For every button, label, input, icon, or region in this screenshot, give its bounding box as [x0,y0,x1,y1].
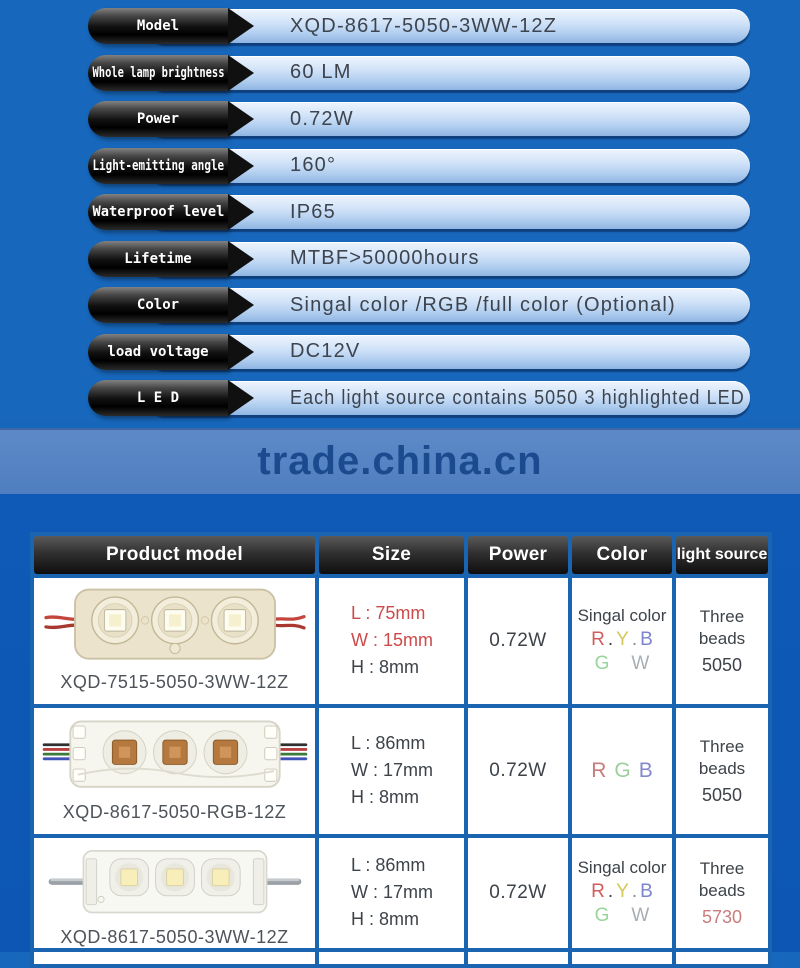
spec-label-arrow [88,55,228,91]
spec-row-power [0,102,800,136]
product-model-caption: XQD-8617-5050-RGB-12Z [62,801,287,822]
spec-label: Color [136,297,180,313]
color-letter: R [591,758,607,782]
spec-label: Light-emitting angle [92,157,224,174]
color-letter: B [640,881,653,902]
color-letter: . [607,629,614,650]
table-header-size: Size [319,536,464,574]
spec-label-arrow [88,380,228,416]
table-header-product-model: Product model [34,536,315,574]
color-letters-line1 [591,881,653,903]
spec-row-waterproof [0,195,800,229]
table-row-2-color [572,708,672,834]
table-row-1-size [319,578,464,704]
product-table [30,532,772,968]
color-letter: Y [616,881,629,902]
color-letter: G [594,653,610,674]
table-row-3-size [319,838,464,948]
spec-label: L E D [136,390,180,406]
color-letter: B [638,758,653,782]
color-letter: R [591,881,605,902]
spec-label-arrow [88,287,228,323]
color-letter: W [631,905,650,926]
spec-label: Lifetime [124,250,192,267]
spec-value: 160° [290,154,337,176]
spec-value: IP65 [290,200,336,223]
spec-value: XQD-8617-5050-3WW-12Z [290,14,558,37]
table-header-power: Power [468,536,568,574]
spec-value: MTBF>50000hours [290,247,480,269]
color-letter: . [631,629,638,650]
table-row-2-size [319,708,464,834]
spec-label: Power [136,111,180,127]
color-letters-line1 [591,629,653,651]
color-letter: R [591,629,605,650]
spec-label: Model [136,18,180,34]
color-letter: . [631,881,638,902]
spec-label: Waterproof level [92,204,224,220]
watermark-band [0,428,800,494]
spec-row-model [0,9,800,43]
led-module-image [40,583,310,669]
color-letter: G [594,905,610,926]
spec-label: Whole lamp brightness [92,64,225,81]
table-row-1-product [34,578,315,704]
size-width: W : 17mm [351,882,434,902]
table-row-2-product [34,708,315,834]
table-row-1-light-source [676,578,768,704]
table-row-3-color [572,838,672,948]
spec-label-arrow [88,101,228,137]
spec-row-led [0,381,800,415]
color-letters-line1 [591,759,653,783]
spec-value: 60 LM [290,61,352,83]
spec-list [0,0,800,415]
size-height: H : 8mm [351,787,420,807]
table-row-4-partial [319,952,464,964]
color-letter: G [614,758,631,782]
color-letter: Y [616,629,629,650]
led-module-image [40,843,310,924]
color-letter: . [607,881,614,902]
spec-label-arrow [88,241,228,277]
spec-row-angle [0,149,800,183]
watermark-text: trade.china.cn [257,439,543,483]
color-title: Singal color [577,606,667,625]
spec-label: load voltage [107,343,209,360]
spec-row-brightness [0,56,800,90]
source-line2: 5050 [701,784,743,805]
table-row-2-light-source [676,708,768,834]
source-line2: 5730 [701,906,743,927]
spec-row-color [0,288,800,322]
led-module-image [40,713,310,799]
source-line2: 5050 [701,654,743,675]
spec-row-lifetime [0,242,800,276]
color-letter: B [640,629,653,650]
color-letters-line2 [595,905,650,927]
table-row-4-partial [468,952,568,964]
table-row-4-partial [34,952,315,964]
size-length: L : 75mm [351,603,426,623]
color-letters-line2 [595,653,650,675]
spec-label-arrow [88,8,228,44]
size-length: L : 86mm [351,855,426,875]
spec-row-voltage [0,335,800,369]
source-line1: Three beads [698,858,746,900]
size-height: H : 8mm [351,909,420,929]
spec-value: 0.72W [290,107,354,130]
source-line1: Three beads [698,606,746,648]
color-title: Singal color [577,858,667,877]
table-row-4-partial [572,952,672,964]
table-header-light-source: light source [676,536,768,574]
table-row-3-product [34,838,315,948]
source-line1: Three beads [698,736,746,778]
spec-value: Singal color /RGB /full color (Optional) [290,293,676,316]
table-row-1-color [572,578,672,704]
product-model-caption: XQD-8617-5050-3WW-12Z [60,926,289,947]
size-width: W : 15mm [351,630,434,650]
spec-label-arrow [88,334,228,370]
table-row-3-light-source [676,838,768,948]
table-row-4-partial [676,952,768,964]
spec-label-arrow [88,148,228,184]
spec-label-arrow [88,194,228,230]
table-row-3-power: 0.72W [468,838,568,948]
size-length: L : 86mm [351,733,426,753]
table-row-2-power: 0.72W [468,708,568,834]
color-letter: W [631,653,650,674]
spec-value: DC12V [290,340,361,362]
spec-value: Each light source contains 5050 3 highlighted LED [290,386,745,409]
product-model-caption: XQD-7515-5050-3WW-12Z [60,671,289,692]
size-width: W : 17mm [351,760,434,780]
table-row-1-power: 0.72W [468,578,568,704]
table-header-color: Color [572,536,672,574]
size-height: H : 8mm [351,657,420,677]
